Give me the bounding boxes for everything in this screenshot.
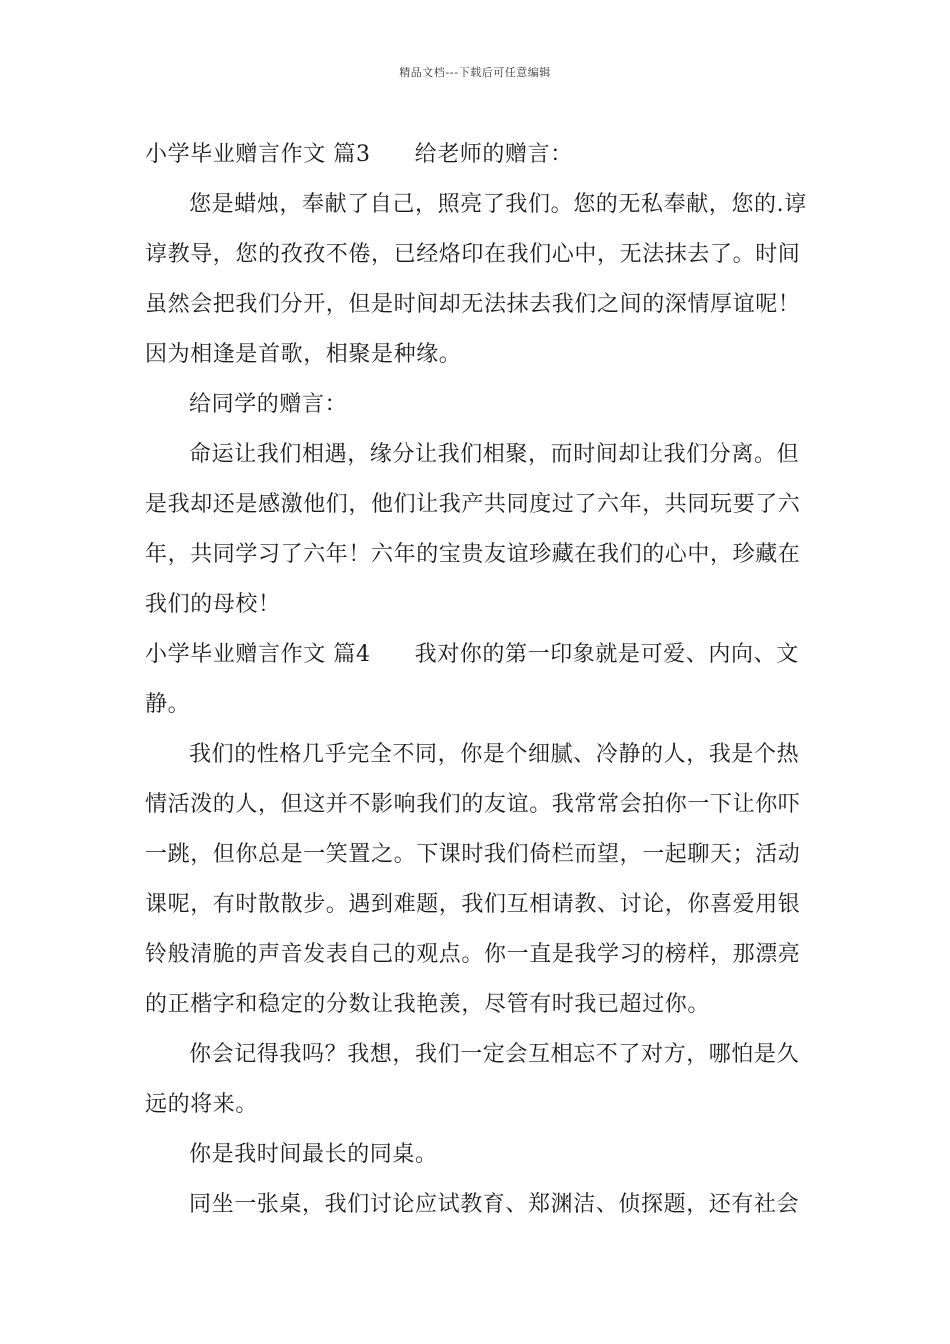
text-line: 是我却还是感激他们，他们让我产共同度过了六年，共同玩要了六 bbox=[145, 492, 801, 517]
text-line: 我们的性格几乎完全不同，你是个细腻、冷静的人，我是个热 bbox=[189, 742, 800, 767]
text-line: 课呢，有时散散步。遇到难题，我们互相请教、讨论，你喜爱用银 bbox=[145, 892, 801, 917]
text-line: 谆教导，您的孜孜不倦，已经烙印在我们心中，无法抹去了。时间 bbox=[145, 242, 801, 267]
text-line: 同坐一张桌，我们讨论应试教育、郑渊洁、侦探题，还有社会 bbox=[189, 1192, 800, 1217]
text-line: 年，共同学习了六年！六年的宝贵友谊珍藏在我们的心中，珍藏在 bbox=[145, 542, 801, 567]
text-line: 静。 bbox=[145, 692, 191, 717]
section-title: 小学毕业赠言作文 篇3 bbox=[145, 142, 371, 167]
text-line: 我们的母校！ bbox=[145, 592, 281, 617]
section-title: 小学毕业赠言作文 篇4 bbox=[145, 642, 371, 667]
document-body bbox=[145, 130, 807, 1230]
text-line: 虽然会把我们分开，但是时间却无法抹去我们之间的深情厚谊呢！ bbox=[145, 292, 801, 317]
text-line: 的正楷字和稳定的分数让我艳羡，尽管有时我已超过你。 bbox=[145, 992, 711, 1017]
section-subtitle: 给老师的赠言： bbox=[414, 142, 573, 167]
text-line: 远的将来。 bbox=[145, 1092, 259, 1117]
text-line: 你会记得我吗？我想，我们一定会互相忘不了对方，哪怕是久 bbox=[189, 1042, 800, 1067]
text-line: 一跳，但你总是一笑置之。下课时我们倚栏而望，一起聊天；活动 bbox=[145, 842, 801, 867]
section-heading-line bbox=[145, 630, 807, 680]
text-line: 铃般清脆的声音发表自己的观点。你一直是我学习的榜样，那漂亮 bbox=[145, 942, 801, 967]
text-line: 情活泼的人，但这并不影响我们的友谊。我常常会拍你一下让你吓 bbox=[145, 792, 801, 817]
section-subtitle: 我对你的第一印象就是可爱、内向、文 bbox=[414, 642, 799, 667]
text-line: 命运让我们相遇，缘分让我们相聚，而时间却让我们分离。但 bbox=[189, 442, 800, 467]
text-line: 因为相逢是首歌，相聚是种缘。 bbox=[145, 342, 462, 367]
text-line: 您是蜡烛，奉献了自己，照亮了我们。您的无私奉献，您的.谆 bbox=[189, 192, 807, 217]
section-heading-line bbox=[145, 130, 807, 180]
text-line: 你是我时间最长的同桌。 bbox=[189, 1142, 438, 1167]
text-line: 给同学的赠言： bbox=[189, 392, 348, 417]
page-header: 精品文档---下载后可任意编辑 bbox=[399, 66, 551, 79]
